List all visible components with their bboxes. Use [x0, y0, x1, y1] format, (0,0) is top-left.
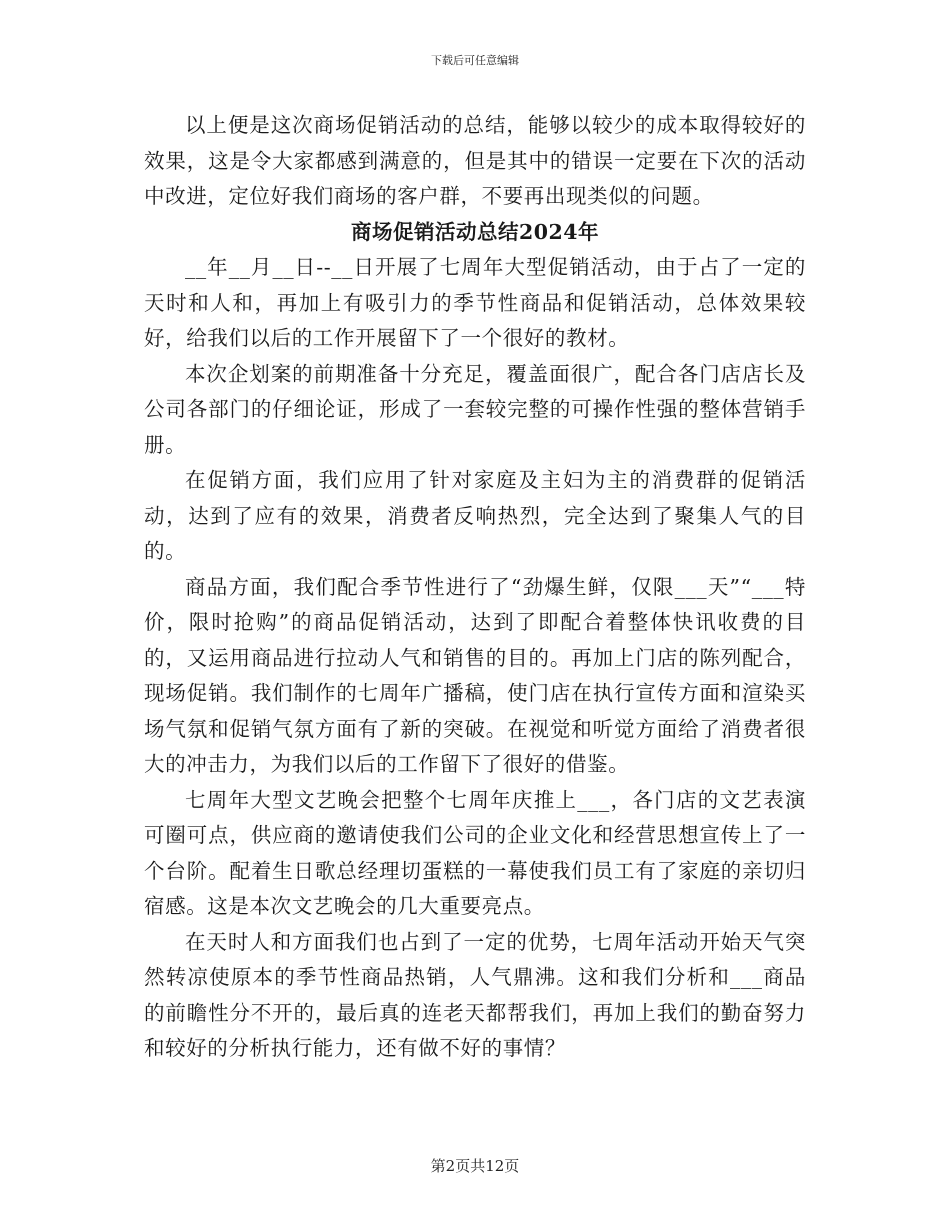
paragraph-2: 本次企划案的前期准备十分充足，覆盖面很广，配合各门店店长及公司各部门的仔细论证，形成了一套较完整的可操作性强的整体营销手册。: [144, 361, 806, 457]
page-header-note: 下载后可任意编辑: [431, 54, 519, 67]
document-body: [144, 108, 806, 1067]
paragraph-1: __年__月__日--__日开展了七周年大型促销活动，由于占了一定的天时和人和，再加上有吸引力的季节性商品和促销活动，总体效果较好，给我们以后的工作开展留下了一个很好的教材。: [144, 255, 806, 350]
page-number: 第2页共12页: [430, 1157, 520, 1175]
document-title: 商场促销活动总结2024年: [350, 219, 600, 244]
paragraph-6: 在天时人和方面我们也占到了一定的优势，七周年活动开始天气突然转凉使原本的季节性商品热销，人气鼎沸。这和我们分析和___商品的前瞻性分不开的，最后真的连老天都帮我们，再加上我们的勤奋努力和较好的分析执行能力，还有做不好的事情？: [144, 929, 806, 1060]
paragraph-4: 商品方面，我们配合季节性进行了“劲爆生鲜，仅限___天”“___特价，限时抢购”的商品促销活动，达到了即配合着整体快讯收费的目的，又运用商品进行拉动人气和销售的目的。再加上门店的陈列配合，现场促销。我们制作的七周年广播稿，使门店在执行宣传方面和渲染买场气氛和促销气氛方面有了新的突破。在视觉和听觉方面给了消费者很大的冲击力，为我们以后的工作留下了很好的借鉴。: [144, 574, 806, 776]
paragraph-5: 七周年大型文艺晚会把整个七周年庆推上___，各门店的文艺表演可圈可点，供应商的邀请使我们公司的企业文化和经营思想宣传上了一个台阶。配着生日歌总经理切蛋糕的一幕使我们员工有了家庭的亲切归宿感。这是本次文艺晚会的几大重要亮点。: [144, 787, 806, 918]
paragraph-3: 在促销方面，我们应用了针对家庭及主妇为主的消费群的促销活动，达到了应有的效果，消费者反响热烈，完全达到了聚集人气的目的。: [144, 468, 806, 563]
intro-paragraph: 以上便是这次商场促销活动的总结，能够以较少的成本取得较好的效果，这是令大家都感到满意的，但是其中的错误一定要在下次的活动中改进，定位好我们商场的客户群，不要再出现类似的问题。: [144, 113, 806, 208]
